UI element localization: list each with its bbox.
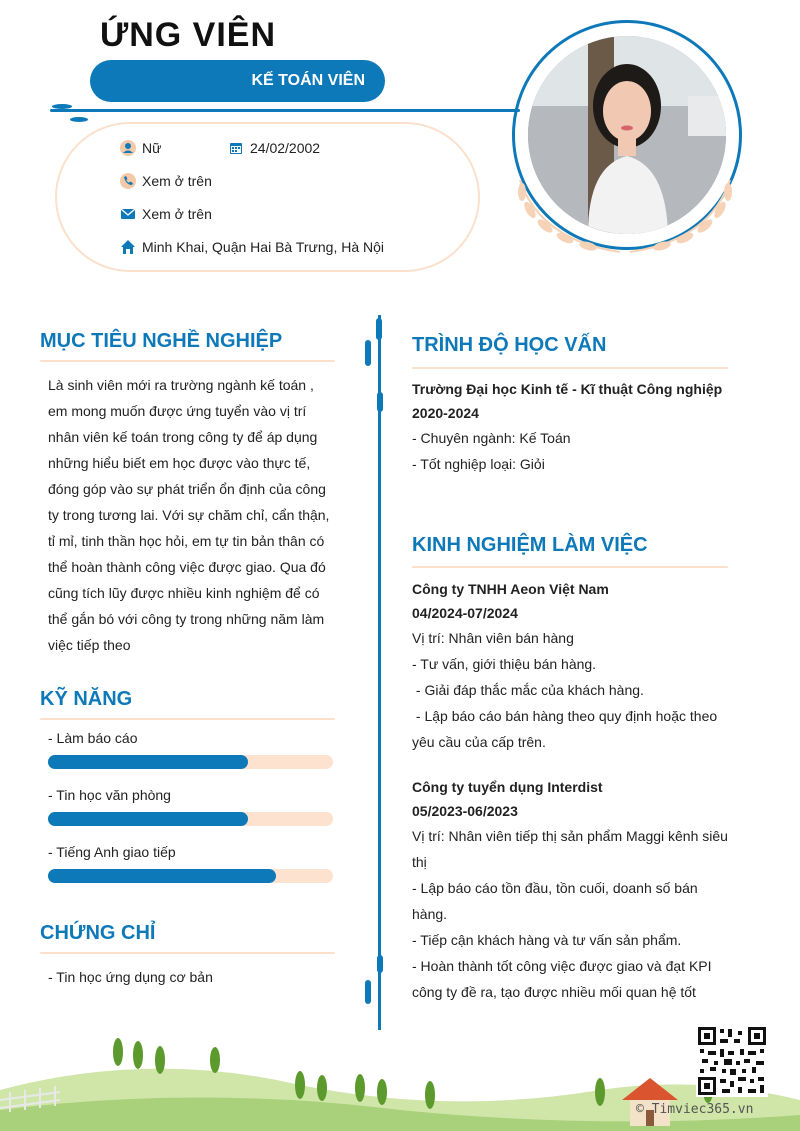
- job-line: - Giải đáp thắc mắc của khách hàng.: [412, 682, 644, 698]
- job-line: Vị trí: Nhân viên tiếp thị sản phẩm Maggi kênh siêu: [412, 828, 728, 844]
- skill-bar-fill: [48, 869, 276, 883]
- gender-value: Nữ: [142, 140, 162, 156]
- education-grade: - Tốt nghiệp loại: Giỏi: [412, 456, 545, 472]
- education-underline: [412, 367, 728, 369]
- job-line: - Hoàn thành tốt công việc được giao và đạt KPI: [412, 958, 712, 974]
- objective-line: thể hoàn thành công việc được giao. Qua đó: [48, 559, 326, 575]
- certificates-underline: [40, 952, 335, 954]
- skill-bar-fill: [48, 812, 248, 826]
- skills-title: KỸ NĂNG: [40, 688, 133, 710]
- gender-row: [120, 140, 161, 156]
- position-title: KẾ TOÁN VIÊN: [251, 72, 365, 89]
- objective-line: đóng góp vào sự phát triển ổn định của công: [48, 481, 326, 497]
- position-banner: [90, 60, 385, 102]
- header-divider: [50, 109, 520, 112]
- objective-line: những hiểu biết em học được vào thực tế,: [48, 455, 311, 471]
- dob-row: [228, 140, 320, 156]
- job-line: công ty đề ra, tạo được nhiều mối quan hệ tốt: [412, 984, 696, 1000]
- candidate-photo: [528, 36, 726, 234]
- home-icon: [120, 239, 136, 255]
- education-title: TRÌNH ĐỘ HỌC VẤN: [412, 334, 607, 356]
- job-company: Công ty tuyển dụng Interdist: [412, 779, 603, 795]
- job-company: Công ty TNHH Aeon Việt Nam: [412, 581, 609, 597]
- objective-text: [48, 372, 330, 658]
- objective-line: ty trong tương lai. Với sự chăm chỉ, cẩn thận,: [48, 507, 330, 523]
- divider-decor: [377, 392, 383, 412]
- skill-bar-track: [48, 869, 333, 883]
- objective-underline: [40, 360, 335, 362]
- decor-dot: [70, 117, 88, 122]
- education-school: Trường Đại học Kinh tế - Kĩ thuật Công nghiệp: [412, 381, 723, 397]
- phone-icon: [120, 173, 136, 189]
- objective-line: cũng tích lũy được nhiều kinh nghiệm để có: [48, 585, 320, 601]
- job-line: thị: [412, 854, 427, 870]
- mail-icon: [120, 206, 136, 222]
- decor-dot: [52, 104, 72, 109]
- objective-title: MỤC TIÊU NGHỀ NGHIỆP: [40, 330, 283, 352]
- job-line: - Tiếp cận khách hàng và tư vấn sản phẩm.: [412, 932, 682, 948]
- job-line: hàng.: [412, 906, 448, 922]
- job-line: - Tư vấn, giới thiệu bán hàng.: [412, 656, 597, 672]
- phone-value: Xem ở trên: [142, 173, 212, 189]
- skill-bar-track: [48, 755, 333, 769]
- objective-line: nhân viên kế toán trong công ty để áp dụng: [48, 429, 318, 445]
- phone-row: [120, 173, 212, 189]
- certificate-item: - Tin học ứng dụng cơ bản: [48, 969, 213, 985]
- email-value: Xem ở trên: [142, 206, 212, 222]
- divider-decor: [377, 955, 383, 973]
- calendar-icon: [228, 140, 244, 156]
- qr-code-icon: [696, 1025, 768, 1097]
- certificates-title: CHỨNG CHỈ: [40, 922, 156, 944]
- watermark: © Timviec365.vn: [636, 1102, 754, 1117]
- job-line: yêu cầu của cấp trên.: [412, 734, 546, 750]
- job-line: - Lập báo cáo bán hàng theo quy định hoặc theo: [412, 708, 718, 724]
- divider-decor: [365, 340, 371, 366]
- objective-line: em mong muốn được ứng tuyển vào vị trí: [48, 403, 307, 419]
- job-details: [412, 823, 729, 1005]
- experience-title: KINH NGHIỆM LÀM VIỆC: [412, 534, 648, 556]
- divider-decor: [365, 980, 371, 1004]
- candidate-name: ỨNG VIÊN: [100, 16, 277, 54]
- job-line: - Lập báo cáo tồn đầu, tồn cuối, doanh số bán: [412, 880, 698, 896]
- divider-decor: [376, 318, 382, 340]
- job-line: Vị trí: Nhân viên bán hàng: [412, 630, 574, 646]
- skill-bar-track: [48, 812, 333, 826]
- experience-underline: [412, 566, 728, 568]
- skill-label: - Làm báo cáo: [48, 730, 138, 746]
- objective-line: việc tiếp theo: [48, 637, 131, 653]
- job-period: 05/2023-06/2023: [412, 803, 518, 819]
- job-details: [412, 625, 729, 755]
- user-icon: [120, 140, 136, 156]
- objective-line: tỉ mỉ, tinh thần học hỏi, em tự tin bản thân có: [48, 533, 325, 549]
- address-value: Minh Khai, Quận Hai Bà Trưng, Hà Nội: [142, 239, 385, 255]
- job-period: 04/2024-07/2024: [412, 605, 518, 621]
- education-major: - Chuyên ngành: Kế Toán: [412, 430, 571, 446]
- education-period: 2020-2024: [412, 405, 479, 421]
- skill-bar-fill: [48, 755, 248, 769]
- objective-line: thể gắn bó với công ty trong những năm làm: [48, 611, 325, 627]
- skills-underline: [40, 718, 335, 720]
- skill-label: - Tiếng Anh giao tiếp: [48, 844, 176, 860]
- dob-value: 24/02/2002: [250, 140, 321, 156]
- address-row: [120, 239, 384, 255]
- skill-label: - Tin học văn phòng: [48, 787, 171, 803]
- email-row: [120, 206, 212, 222]
- column-divider: [378, 315, 381, 1030]
- objective-line: Là sinh viên mới ra trường ngành kế toán ,: [48, 377, 314, 393]
